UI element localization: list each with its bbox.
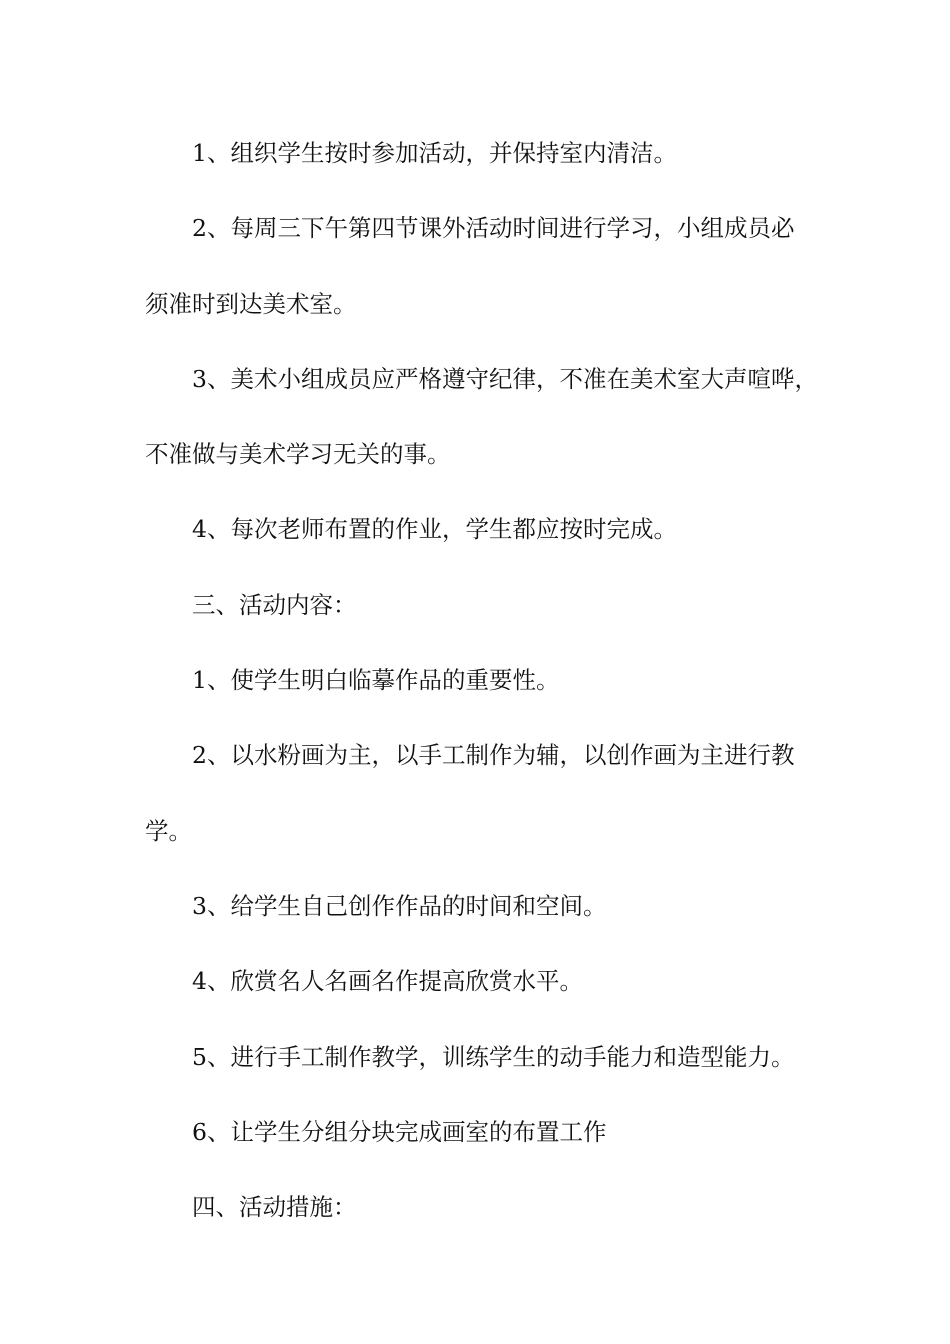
content-item-2-continued: 学。: [145, 816, 192, 845]
rule-item-3-continued: 不准做与美术学习无关的事。: [145, 440, 451, 469]
content-item-5: 5、进行手工制作教学，训练学生的动手能力和造型能力。: [192, 1042, 795, 1071]
content-item-6: 6、让学生分组分块完成画室的布置工作: [192, 1117, 607, 1146]
rule-item-4: 4、每次老师布置的作业，学生都应按时完成。: [192, 515, 677, 544]
content-item-1: 1、使学生明白临摹作品的重要性。: [192, 666, 560, 695]
content-item-2: 2、以水粉画为主，以手工制作为辅，以创作画为主进行教: [192, 741, 795, 770]
section-heading-activity-content: 三、活动内容：: [192, 590, 357, 619]
content-item-4: 4、欣赏名人名画名作提高欣赏水平。: [192, 967, 583, 996]
rule-item-1: 1、组织学生按时参加活动，并保持室内清洁。: [192, 139, 677, 167]
rule-item-2: 2、每周三下午第四节课外活动时间进行学习，小组成员必: [192, 214, 795, 243]
rule-item-2-continued: 须准时到达美术室。: [145, 289, 357, 318]
section-heading-activity-measures: 四、活动措施：: [192, 1193, 357, 1222]
content-item-3: 3、给学生自己创作作品的时间和空间。: [192, 891, 607, 920]
document-body: [145, 131, 835, 1260]
rule-item-3: 3、美术小组成员应严格遵守纪律，不准在美术室大声喧哗，: [192, 364, 818, 393]
